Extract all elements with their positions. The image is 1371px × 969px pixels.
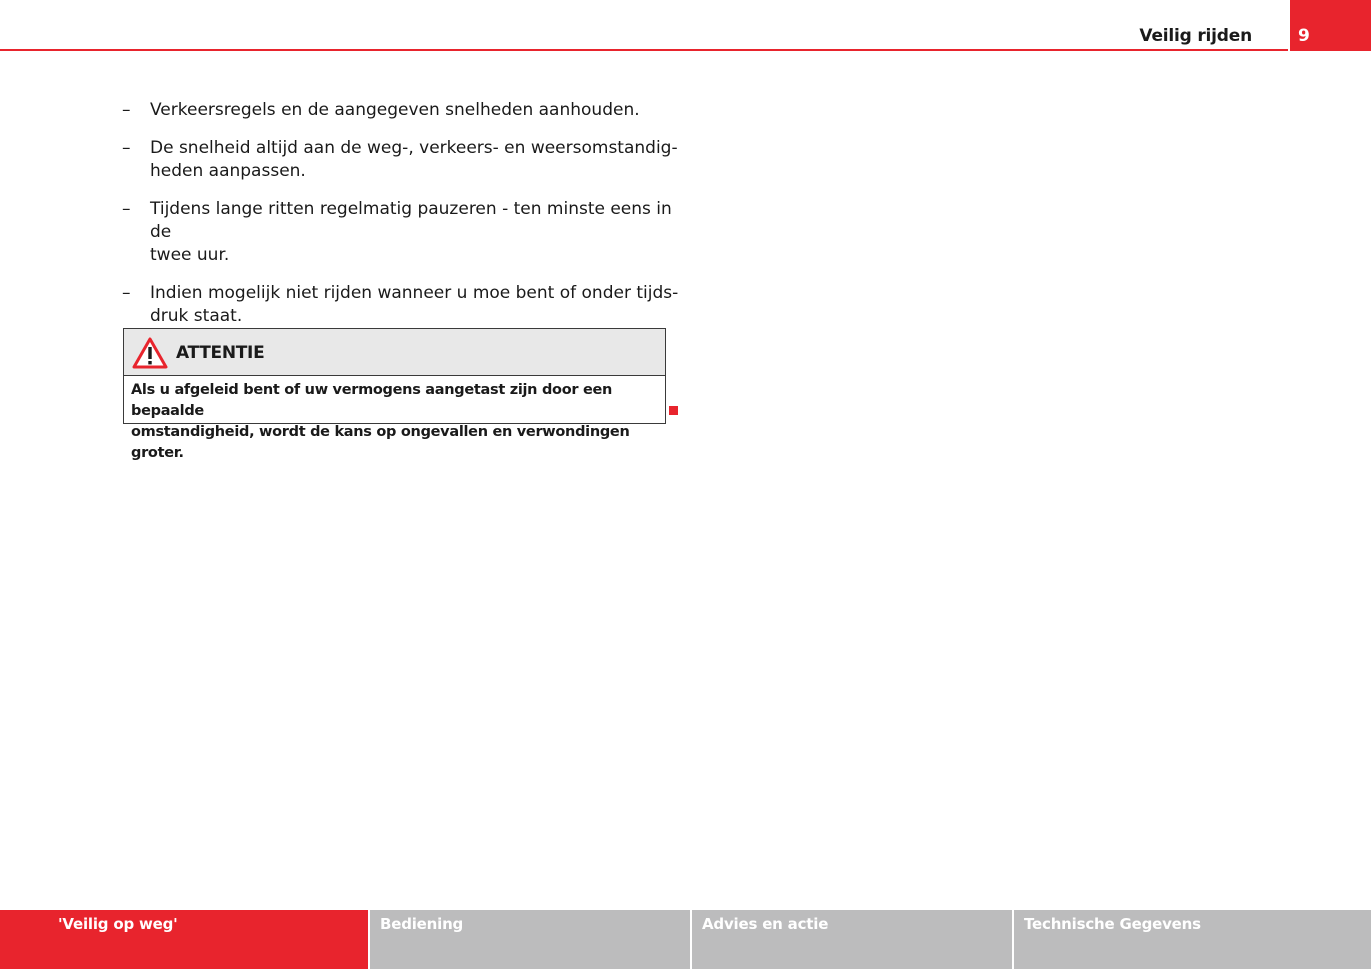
section-title: Veilig rijden [1139, 26, 1252, 46]
tab-label: Advies en actie [702, 915, 829, 933]
page-number: 9 [1298, 26, 1310, 46]
page-number-divider [1288, 0, 1290, 51]
warning-box [123, 328, 666, 461]
warning-text [124, 376, 665, 464]
header-rule [0, 49, 1371, 51]
tab-bediening[interactable] [370, 910, 690, 969]
list-item-line: De snelheid altijd aan de weg-, verkeers- en weersomstandig- [150, 138, 678, 158]
section-end-marker [669, 406, 678, 415]
list-item [122, 99, 682, 122]
warning-triangle-icon [132, 337, 168, 369]
bullet-dash: – [122, 283, 131, 303]
page-number-box [1288, 0, 1371, 51]
footer-nav [0, 910, 1371, 969]
tab-label: Technische Gegevens [1024, 915, 1201, 933]
list-item-line: Tijdens lange ritten regelmatig pauzeren - ten minste eens in de [150, 199, 672, 242]
bullet-dash: – [122, 199, 131, 219]
bullet-dash: – [122, 100, 131, 120]
warning-text-line: omstandigheid, wordt de kans op ongevallen en verwondingen groter. [131, 424, 630, 461]
tab-label: Bediening [380, 915, 464, 933]
list-item-line: druk staat. [150, 306, 243, 326]
tab-label: 'Veilig op weg' [58, 915, 178, 933]
list-item-line: twee uur. [150, 245, 230, 265]
bullet-dash: – [122, 138, 131, 158]
list-item [122, 137, 682, 183]
list-item [122, 198, 682, 267]
tab-advies-en-actie[interactable] [692, 910, 1012, 969]
warning-text-line: Als u afgeleid bent of uw vermogens aangetast zijn door een bepaalde [131, 382, 613, 419]
instruction-list [122, 99, 682, 343]
warning-header [124, 329, 665, 376]
tab-veilig-op-weg[interactable] [0, 910, 368, 969]
list-item-line: heden aanpassen. [150, 161, 306, 181]
list-item [122, 282, 682, 328]
warning-title: ATTENTIE [176, 343, 265, 363]
list-item-line: Indien mogelijk niet rijden wanneer u moe bent of onder tijds- [150, 283, 679, 303]
list-item-line: Verkeersregels en de aangegeven snelheden aanhouden. [150, 100, 640, 120]
tab-technische-gegevens[interactable] [1014, 910, 1371, 969]
